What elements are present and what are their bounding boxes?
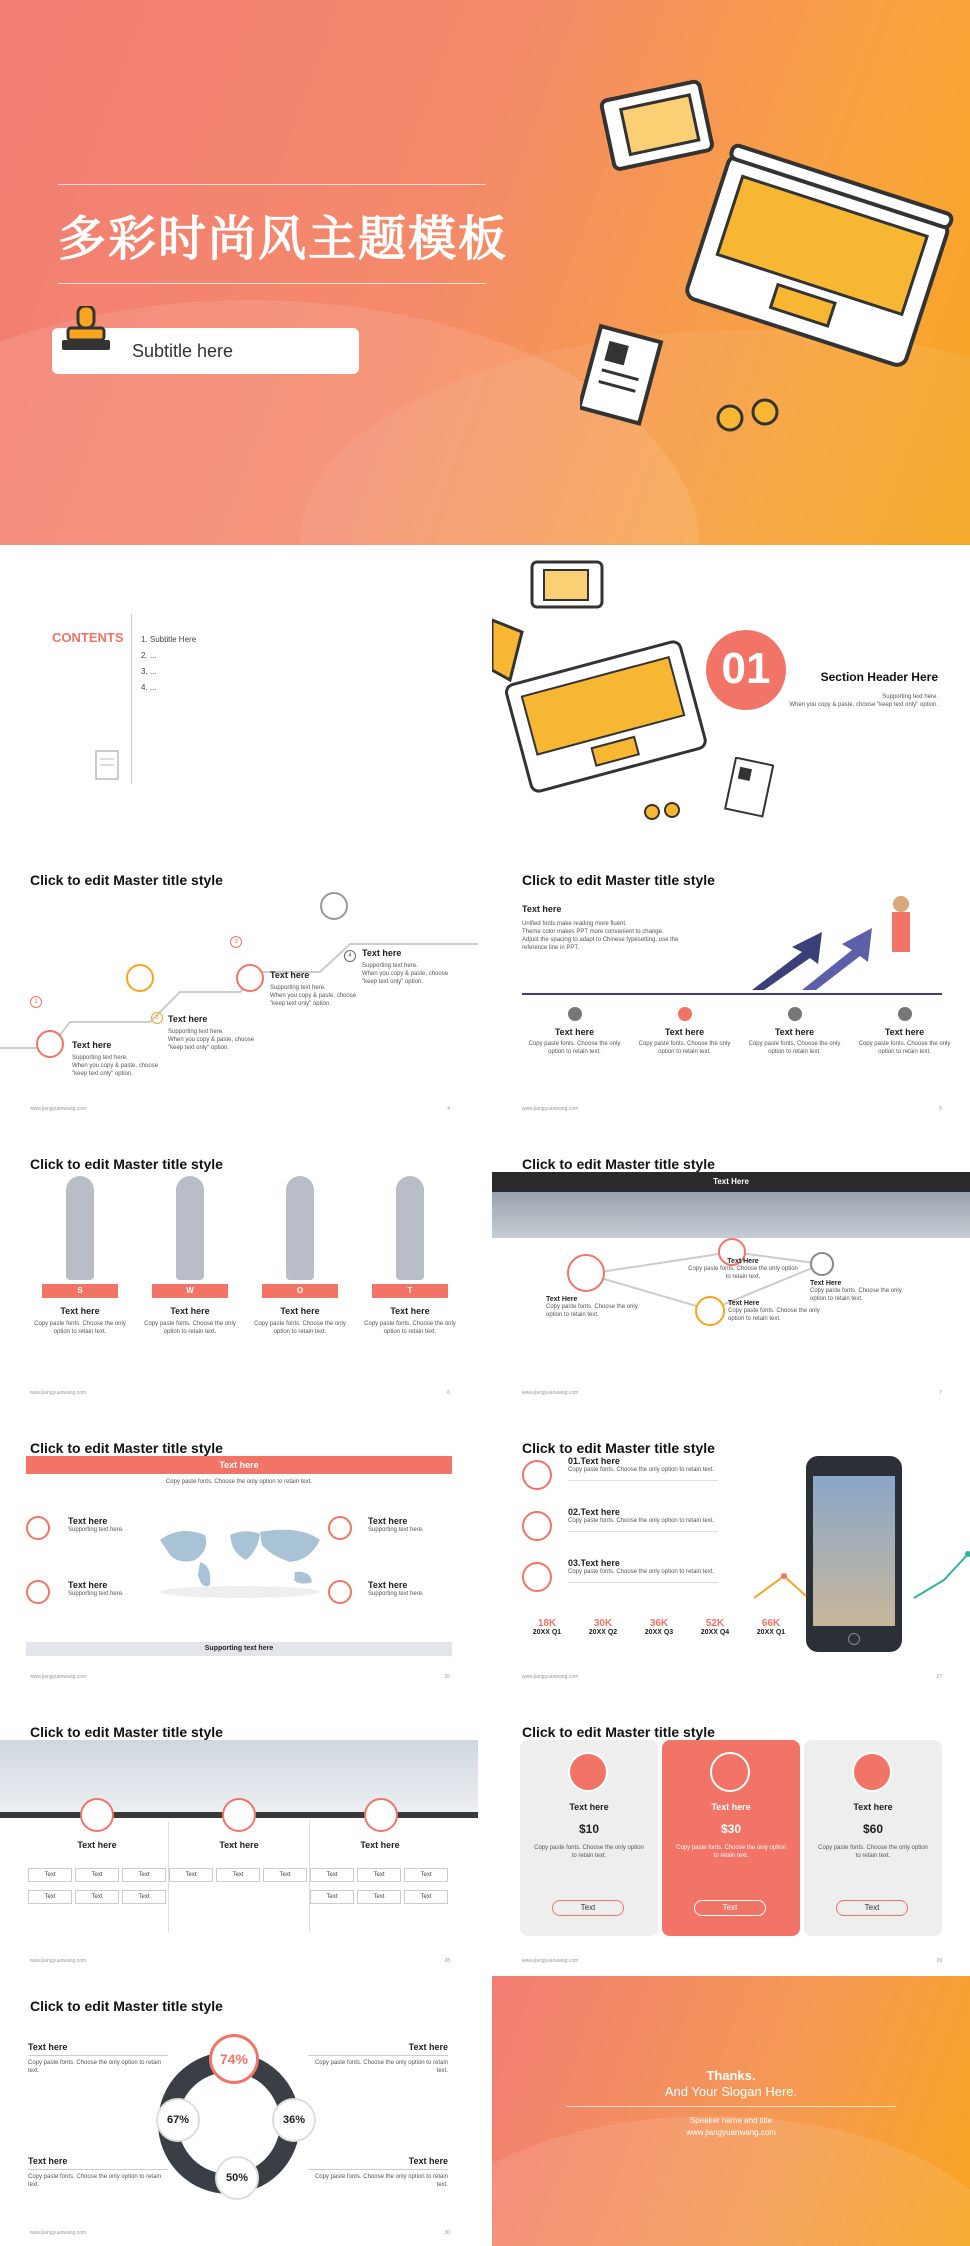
step-bullet: When you copy & paste, choose "keep text only" option.: [72, 1063, 159, 1077]
slide-title: Click to edit Master title style: [30, 1440, 223, 1456]
text-box[interactable]: Text: [75, 1890, 119, 1904]
slide-footer-url: www.jiangyuanwang.com: [522, 1390, 579, 1396]
intro-line: Adjust the spacing to adapt to Chinese typesetting, use the reference line in PPT.: [522, 937, 679, 951]
step-bullet: When you copy & paste, choose "keep text only" option.: [168, 1037, 255, 1051]
slide-footer-url: www.jiangyuanwang.com: [30, 1958, 87, 1964]
swot-col: [360, 1176, 460, 1336]
map-item: [368, 1580, 448, 1598]
phone-item: [568, 1558, 718, 1583]
corner-desc: Copy paste fonts. Choose the only option to retain text.: [28, 2169, 168, 2189]
page-number: 29: [936, 1958, 942, 1964]
pricing-button[interactable]: Text: [552, 1900, 624, 1916]
network-node: [546, 1296, 646, 1319]
page-number: 27: [936, 1674, 942, 1680]
person-silhouette-icon: [396, 1176, 424, 1280]
step-number: 1: [30, 996, 42, 1008]
swot-letter: W: [152, 1284, 228, 1298]
section-number-badge: [706, 630, 786, 710]
stat-value: 52K: [705, 1618, 725, 1629]
cover-subtitle: Subtitle here: [132, 341, 234, 361]
text-box[interactable]: Text: [122, 1890, 166, 1904]
banner-subtitle: Copy paste fonts. Choose the only option to retain text.: [165, 1479, 313, 1485]
section-slide: [492, 552, 970, 822]
text-box[interactable]: Text: [357, 1868, 401, 1882]
pricing-desc: Copy paste fonts. Choose the only option to retain text.: [818, 1845, 928, 1859]
stat-label: 20XX Q3: [644, 1629, 674, 1636]
contents-item[interactable]: 1. Subtitle Here: [141, 635, 197, 644]
contents-item[interactable]: 2. ...: [141, 651, 157, 660]
closing-rule: [566, 2106, 896, 2107]
feature-col: [522, 1007, 627, 1056]
stat: [746, 1618, 796, 1636]
step-number: 2: [151, 1012, 163, 1024]
step-number: 3: [230, 936, 242, 948]
slide-title: Click to edit Master title style: [522, 1156, 715, 1172]
person-icon: [695, 1296, 725, 1326]
step-block: [362, 948, 458, 986]
network-node: [810, 1280, 910, 1303]
laptop-illustration-icon: [580, 70, 970, 450]
pricing-card-featured: [662, 1740, 800, 1936]
text-box[interactable]: Text: [263, 1868, 307, 1882]
apple-icon: [328, 1516, 352, 1540]
person-icon: [567, 1254, 605, 1292]
swot-title: Text here: [60, 1306, 100, 1316]
building-icon: [852, 1752, 892, 1792]
section-supporting-line: Supporting text here.: [882, 694, 938, 700]
swot-columns: [30, 1176, 456, 1376]
feature-col: [852, 1007, 957, 1056]
corner-title: Text here: [408, 2042, 448, 2052]
title-rule-bottom: [58, 283, 486, 284]
corner-block: [308, 2042, 448, 2075]
page-number: 7: [939, 1390, 942, 1396]
person-icon: [788, 1007, 802, 1021]
swot-col: [140, 1176, 240, 1336]
thanks-text: Thanks.: [706, 2068, 756, 2083]
step-title: Text here: [362, 948, 402, 958]
timeline-slide: [0, 852, 478, 1122]
banner-bar: [26, 1456, 452, 1474]
slide-footer-url: www.jiangyuanwang.com: [522, 1674, 579, 1680]
percent-badge: [272, 2098, 316, 2142]
map-item-bullet: Supporting text here.: [68, 1591, 124, 1597]
phone-item-bullet: Copy paste fonts. Choose the only option to retain text.: [568, 1569, 715, 1575]
section-supporting-line: When you copy & paste, choose "keep text only" option.: [789, 702, 938, 708]
feature-title: Text here: [884, 1027, 925, 1037]
phone-item-title: 01.Text here: [568, 1456, 620, 1466]
intro-line: Unified fonts make reading more fluent.: [522, 921, 627, 927]
person-silhouette-icon: [286, 1176, 314, 1280]
phone-item: [568, 1507, 718, 1532]
growth-slide: [492, 852, 970, 1122]
text-box[interactable]: Text: [75, 1868, 119, 1882]
stat: [578, 1618, 628, 1636]
phone-item: [568, 1456, 718, 1481]
step-bullet: Supporting text here.: [72, 1055, 128, 1061]
step-title: Text here: [270, 970, 310, 980]
swot-desc: Copy paste fonts. Choose the only option to retain text.: [364, 1321, 456, 1335]
slide-title: Click to edit Master title style: [522, 1440, 715, 1456]
stat-value: 36K: [649, 1618, 669, 1629]
world-map-slide: [0, 1420, 478, 1690]
slide-title: Click to edit Master title style: [522, 1724, 715, 1740]
node-desc: Copy paste fonts. Choose the only option to retain text.: [688, 1266, 798, 1280]
businessman-arrows-illustration: [732, 892, 952, 992]
percent-badge: [156, 2098, 200, 2142]
percent-badge: [215, 2156, 259, 2200]
text-box[interactable]: Text: [404, 1868, 448, 1882]
corner-desc: Copy paste fonts. Choose the only option to retain text.: [308, 2169, 448, 2189]
swot-title: Text here: [390, 1306, 430, 1316]
pricing-price: $30: [720, 1822, 742, 1836]
closing-slide: [492, 1976, 970, 2246]
person-icon: [678, 1007, 692, 1021]
step-bullet: Supporting text here.: [168, 1029, 224, 1035]
step-block: [270, 970, 366, 1008]
page-number: 5: [939, 1106, 942, 1112]
feature-col: [632, 1007, 737, 1056]
text-box[interactable]: Text: [310, 1890, 354, 1904]
laptop-illustration-icon: [492, 552, 722, 822]
cloud-icon: [522, 1460, 552, 1490]
step-bullet: When you copy & paste, choose "keep text only" option.: [362, 971, 449, 985]
stat-value: 30K: [593, 1618, 613, 1629]
swot-col: [250, 1176, 350, 1336]
step-title: Text here: [168, 1014, 208, 1024]
text-box[interactable]: Text: [310, 1868, 354, 1882]
slide-title: Click to edit Master title style: [30, 872, 223, 888]
stat: [522, 1618, 572, 1636]
map-item-title: Text here: [68, 1516, 108, 1526]
step-bullet: When you copy & paste, choose "keep text only" option.: [270, 993, 357, 1007]
image-icon: [126, 964, 154, 992]
text-box[interactable]: Text: [357, 1890, 401, 1904]
contents-list: [141, 632, 196, 696]
three-column-slide: [0, 1704, 478, 1974]
percent-value: 36%: [282, 2114, 306, 2126]
person-silhouette-icon: [176, 1176, 204, 1280]
feature-columns: [522, 1007, 962, 1097]
contents-item[interactable]: 3. ...: [141, 667, 157, 676]
corner-desc: Copy paste fonts. Choose the only option to retain text.: [308, 2055, 448, 2075]
feature-desc: Copy paste fonts. Choose the only option to retain text.: [858, 1041, 951, 1055]
contents-heading: CONTENTS: [52, 630, 124, 645]
pricing-price: $10: [578, 1822, 600, 1836]
swot-letter: O: [262, 1284, 338, 1298]
swot-letter: T: [372, 1284, 448, 1298]
stat-label: 20XX Q2: [588, 1629, 618, 1636]
feature-title: Text here: [774, 1027, 815, 1037]
trend-line-graphic: [754, 1540, 970, 1610]
tag-icon: [364, 1798, 398, 1832]
contents-divider: [131, 614, 132, 784]
node-title: Text Here: [810, 1280, 842, 1287]
document-icon: [724, 757, 774, 819]
network-slide: [492, 1136, 970, 1406]
pricing-card: [520, 1740, 658, 1936]
cover-title: 多彩时尚风主题模板: [58, 211, 509, 267]
map-item: [68, 1516, 148, 1534]
text-column: [168, 1840, 310, 1850]
text-box[interactable]: Text: [122, 1868, 166, 1882]
pricing-price: $60: [862, 1822, 884, 1836]
pricing-desc: Copy paste fonts. Choose the only option to retain text.: [676, 1845, 786, 1859]
network-node: [688, 1258, 798, 1281]
step-block: [72, 1040, 168, 1078]
percent-value: 74%: [219, 2051, 249, 2067]
stat-value: 66K: [761, 1618, 781, 1629]
phone-item-bullet: Copy paste fonts. Choose the only option to retain text.: [568, 1467, 715, 1473]
column-title: Text here: [219, 1840, 259, 1850]
text-box[interactable]: Text: [28, 1868, 72, 1882]
cover-slide: [0, 0, 970, 545]
swot-slide: [0, 1136, 478, 1406]
baseline-rule: [522, 993, 942, 995]
slide-title: Click to edit Master title style: [30, 1724, 223, 1740]
stat: [634, 1618, 684, 1636]
speaker-text: Speaker name and title: [689, 2116, 773, 2125]
pricing-title: Text here: [711, 1802, 751, 1812]
pricing-slide: [492, 1704, 970, 1974]
slide-footer-url: www.jiangyuanwang.com: [30, 2230, 87, 2236]
text-column: [309, 1840, 451, 1850]
person-icon: [810, 1252, 834, 1276]
text-box[interactable]: Text: [28, 1890, 72, 1904]
pricing-title: Text here: [569, 1802, 609, 1812]
contents-slide: [0, 552, 478, 822]
slide-title: Click to edit Master title style: [30, 1998, 223, 2014]
column-title: Text here: [77, 1840, 117, 1850]
map-item-bullet: Supporting text here.: [368, 1527, 424, 1533]
cart-icon: [80, 1798, 114, 1832]
swot-desc: Copy paste fonts. Choose the only option to retain text.: [144, 1321, 236, 1335]
slide-footer-url: www.jiangyuanwang.com: [30, 1390, 87, 1396]
section-number: 01: [721, 644, 771, 693]
feature-desc: Copy paste fonts. Choose the only option to retain text.: [638, 1041, 731, 1055]
slide-footer-url: www.jiangyuanwang.com: [522, 1958, 579, 1964]
page-number: 4: [447, 1106, 450, 1112]
corner-block: [28, 2156, 168, 2189]
feature-col: [742, 1007, 847, 1056]
stat-label: 20XX Q1: [756, 1629, 786, 1636]
map-item-title: Text here: [68, 1580, 108, 1590]
person-icon: [898, 1007, 912, 1021]
section-supporting: [789, 693, 938, 709]
phone-item-bullet: Copy paste fonts. Choose the only option to retain text.: [568, 1518, 715, 1524]
page-number: 30: [444, 2230, 450, 2236]
node-desc: Copy paste fonts. Choose the only option to retain text.: [728, 1308, 820, 1322]
intro-heading: Text here: [522, 904, 562, 914]
slide-title: Click to edit Master title style: [30, 1156, 223, 1172]
feature-title: Text here: [554, 1027, 595, 1037]
page-number: 26: [444, 1674, 450, 1680]
world-map-icon: [150, 1520, 330, 1600]
apple-icon: [26, 1580, 50, 1604]
corner-title: Text here: [408, 2156, 448, 2166]
percent-badge: [209, 2034, 259, 2084]
text-column: [26, 1840, 168, 1850]
footer-bar-text: Supporting text here: [204, 1645, 274, 1652]
node-title: Text Here: [727, 1258, 759, 1265]
slogan-text: And Your Slogan Here.: [664, 2084, 798, 2099]
contents-item[interactable]: 4. ...: [141, 683, 157, 692]
growth-icon: [320, 892, 348, 920]
network-node: [728, 1300, 828, 1323]
text-box[interactable]: Text: [169, 1868, 213, 1882]
percent-slide: [0, 1976, 478, 2246]
corner-block: [308, 2156, 448, 2189]
cloud-icon: [522, 1511, 552, 1541]
intro-line: Theme color makes PPT more convenient to change.: [522, 929, 664, 935]
step-bullet: Supporting text here.: [362, 963, 418, 969]
node-desc: Copy paste fonts. Choose the only option to retain text.: [546, 1304, 638, 1318]
apple-icon: [26, 1516, 50, 1540]
swot-title: Text here: [170, 1306, 210, 1316]
title-rule-top: [58, 184, 486, 185]
stat-value: 18K: [537, 1618, 557, 1629]
cloud-icon: [522, 1562, 552, 1592]
banner-bar: [492, 1172, 970, 1192]
node-title: Text Here: [546, 1296, 578, 1303]
slide-footer-url: www.jiangyuanwang.com: [30, 1674, 87, 1680]
slide-title: Click to edit Master title style: [522, 872, 715, 888]
chart-icon: [36, 1030, 64, 1058]
flower-icon: [222, 1798, 256, 1832]
node-title: Text Here: [728, 1300, 760, 1307]
slide-footer-url: www.jiangyuanwang.com: [30, 1106, 87, 1112]
building-icon: [710, 1752, 750, 1792]
pricing-desc: Copy paste fonts. Choose the only option to retain text.: [534, 1845, 644, 1859]
footer-bar: [26, 1642, 452, 1656]
column-title: Text here: [360, 1840, 400, 1850]
person-icon: [568, 1007, 582, 1021]
stat-label: 20XX Q4: [700, 1629, 730, 1636]
map-item-title: Text here: [368, 1516, 408, 1526]
phone-stats-slide: [492, 1420, 970, 1690]
banner-title: Text here: [219, 1460, 259, 1470]
building-icon: [568, 1752, 608, 1792]
home-button-icon: [848, 1633, 860, 1645]
phone-item-title: 02.Text here: [568, 1507, 620, 1517]
map-item-bullet: Supporting text here.: [368, 1591, 424, 1597]
corner-block: [28, 2042, 168, 2075]
corner-desc: Copy paste fonts. Choose the only option to retain text.: [28, 2055, 168, 2075]
intro-block: [522, 904, 702, 952]
stamp-icon: [62, 306, 114, 366]
feature-title: Text here: [664, 1027, 705, 1037]
slide-footer-url: www.jiangyuanwang.com: [522, 1106, 579, 1112]
map-item-bullet: Supporting text here.: [68, 1527, 124, 1533]
feature-desc: Copy paste fonts. Choose the only option to retain text.: [528, 1041, 621, 1055]
step-number: 4: [344, 950, 356, 962]
swot-desc: Copy paste fonts. Choose the only option to retain text.: [254, 1321, 346, 1335]
phone-item-title: 03.Text here: [568, 1558, 620, 1568]
step-title: Text here: [72, 1040, 112, 1050]
section-header: Section Header Here: [820, 670, 938, 684]
page-number: 6: [447, 1390, 450, 1396]
swot-desc: Copy paste fonts. Choose the only option to retain text.: [34, 1321, 126, 1335]
swot-letter: S: [42, 1284, 118, 1298]
percent-value: 50%: [225, 2172, 249, 2184]
feature-desc: Copy paste fonts. Choose the only option to retain text.: [748, 1041, 841, 1055]
swot-col: [30, 1176, 130, 1336]
step-bullet: Supporting text here.: [270, 985, 326, 991]
map-item: [68, 1580, 148, 1598]
corner-title: Text here: [28, 2156, 68, 2166]
text-box[interactable]: Text: [404, 1890, 448, 1904]
page-number: 28: [444, 1958, 450, 1964]
stat: [690, 1618, 740, 1636]
closing-url[interactable]: www.jiangyuanwang.com: [686, 2128, 776, 2137]
pricing-button[interactable]: Text: [694, 1900, 766, 1916]
pricing-title: Text here: [853, 1802, 893, 1812]
apple-icon: [328, 1580, 352, 1604]
corner-title: Text here: [28, 2042, 68, 2052]
person-silhouette-icon: [66, 1176, 94, 1280]
stat-label: 20XX Q1: [532, 1629, 562, 1636]
wallet-icon: [236, 964, 264, 992]
pricing-card: [804, 1740, 942, 1936]
document-icon: [90, 747, 126, 783]
step-block: [168, 1014, 264, 1052]
map-item: [368, 1516, 448, 1534]
text-box[interactable]: Text: [216, 1868, 260, 1882]
banner-title: Text Here: [713, 1177, 749, 1186]
percent-value: 67%: [166, 2114, 190, 2126]
map-item-title: Text here: [368, 1580, 408, 1590]
stats-row: [522, 1618, 802, 1650]
swot-title: Text here: [280, 1306, 320, 1316]
pricing-button[interactable]: Text: [836, 1900, 908, 1916]
node-desc: Copy paste fonts. Choose the only option to retain text.: [810, 1288, 902, 1302]
